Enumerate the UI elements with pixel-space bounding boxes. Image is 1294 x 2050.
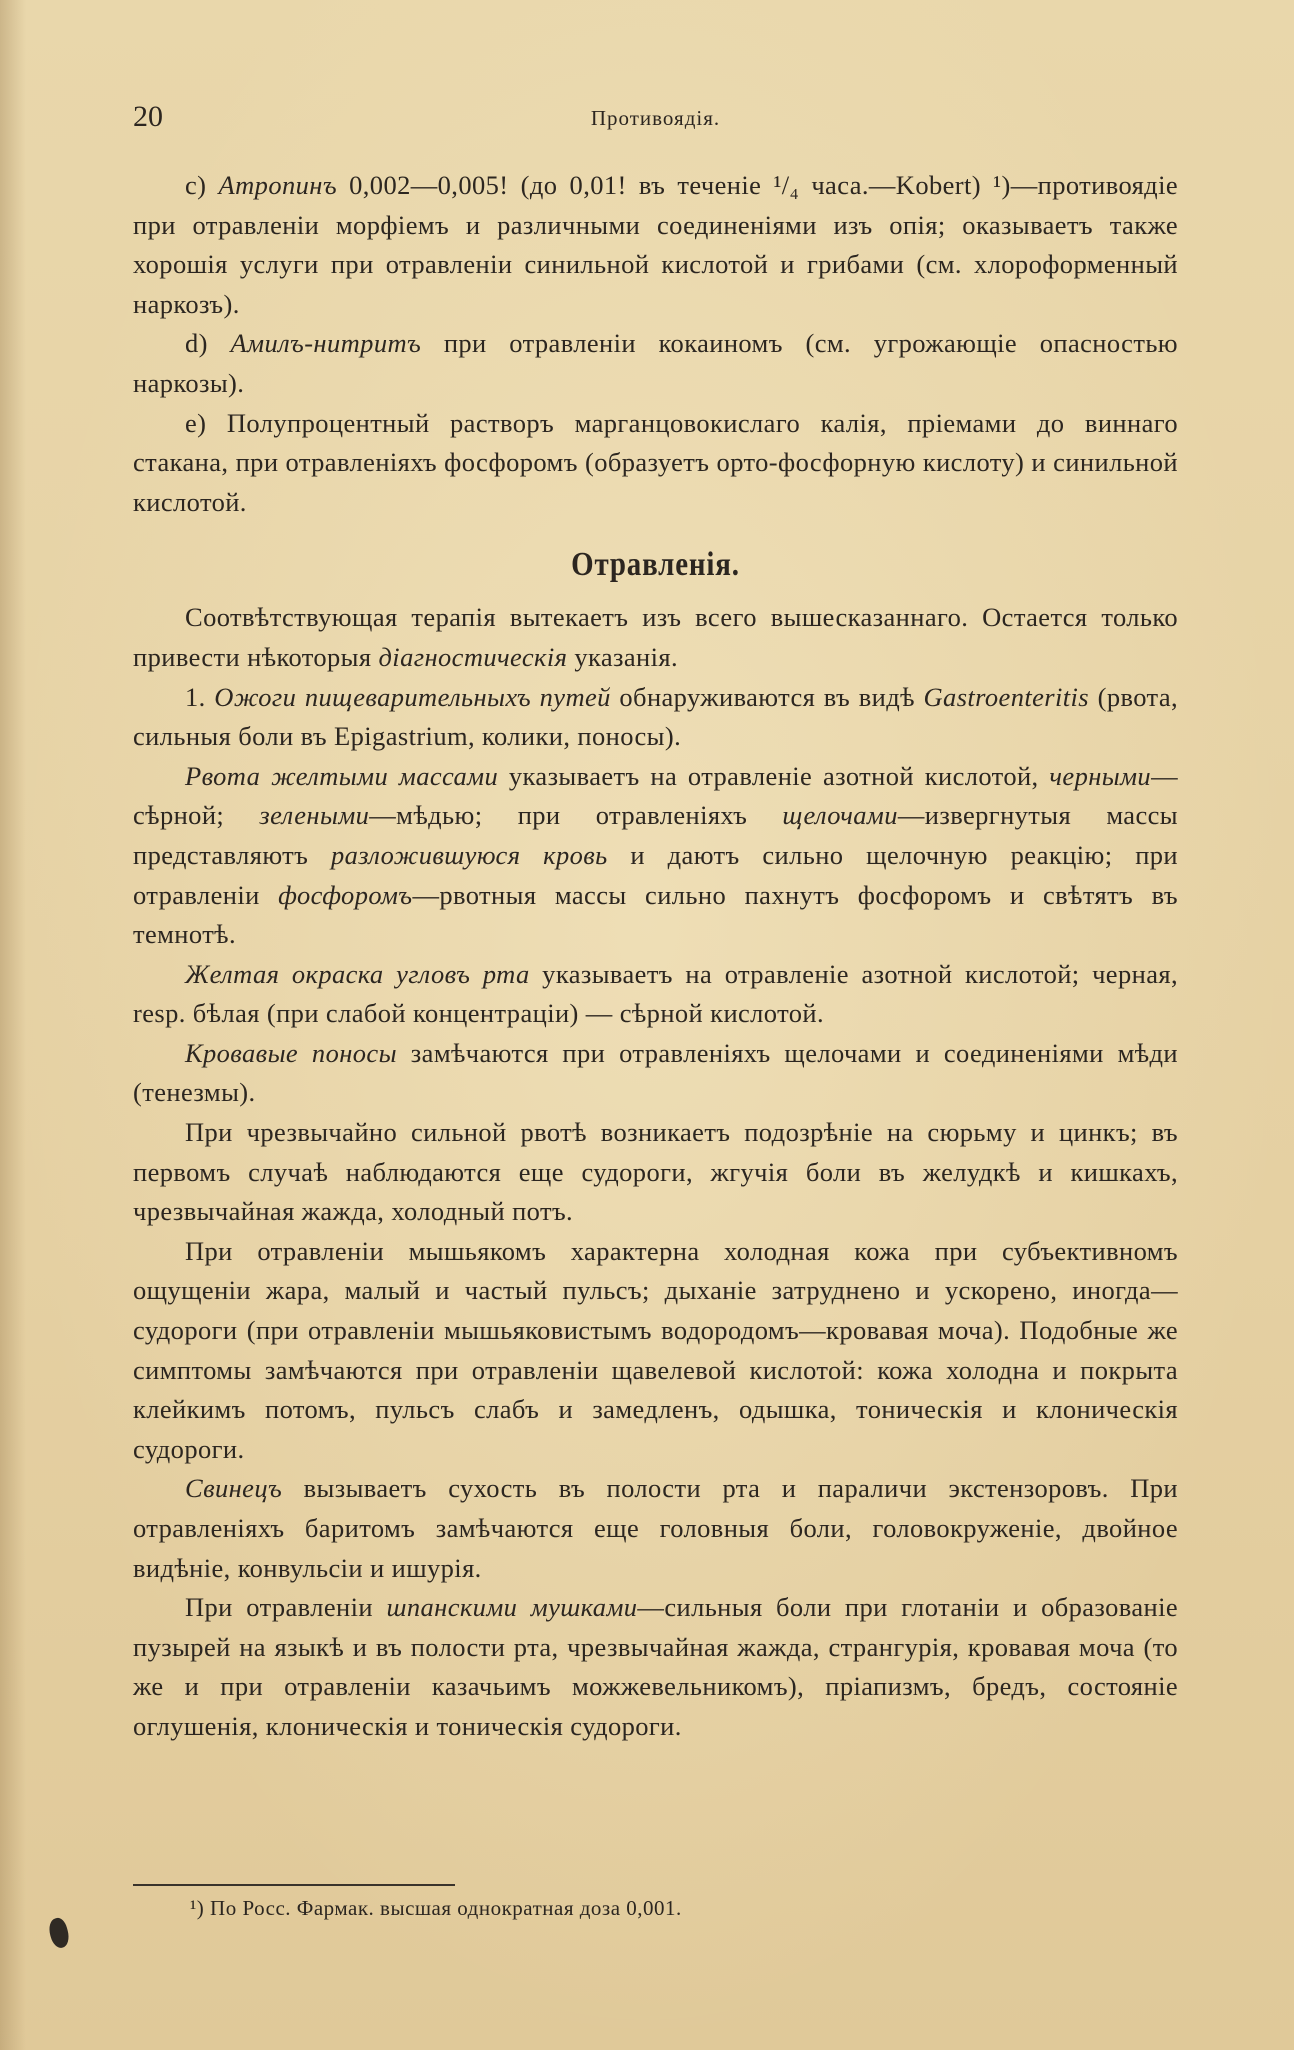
body-text bbox=[133, 166, 1178, 1747]
text-run: —мѣдью; при отравленіяхъ bbox=[369, 800, 783, 831]
page-number: 20 bbox=[133, 100, 163, 133]
paragraph-atropine: c) Атропинъ 0,002—0,005! (до 0,01! въ теченіе ¹/₄ часа.—Kobert) ¹)—противоядіе при отравленіи морфіемъ и различными соединеніями изъ опія; оказываетъ также хорошія услуги при отравленіи синильной кислотой и грибами (см. хлороформенный наркозъ). bbox=[133, 170, 1178, 319]
text-run: обнаруживаются въ видѣ bbox=[610, 681, 924, 712]
paragraph-permanganate: e) Полупроцентный растворъ марганцовокислаго калія, пріемами до виннаго стакана, при отравленіяхъ фосфоромъ (образуетъ орто-фосфорную кислоту) и синильной кислотой. bbox=[133, 407, 1178, 517]
paragraph-amyl-nitrite: d) Амилъ-нитритъ при отравленіи кокаиномъ (см. угрожающіе опасностью наркозы). bbox=[133, 328, 1179, 398]
paragraph bbox=[133, 1469, 1178, 1588]
text-run: 1. bbox=[185, 681, 215, 712]
text-run: —рвотныя массы сильно пахнутъ фосфоромъ и свѣтятъ въ темнотѣ. bbox=[133, 879, 1178, 950]
italic-run: Желтая окраска угловъ рта bbox=[185, 958, 530, 989]
text-run: указанія. bbox=[567, 641, 678, 672]
italic-run: діагностическія bbox=[378, 641, 568, 672]
italic-run: Кровавые поносы bbox=[185, 1037, 397, 1068]
text-run: указываетъ на отравленіе азотной кислотой, bbox=[498, 760, 1050, 791]
text-run: замѣчаются при отравленіяхъ щелочами и соединеніями мѣди (тенезмы). bbox=[133, 1037, 1178, 1108]
italic-run: зелеными bbox=[259, 800, 370, 831]
text-run: —сильныя боли при глотаніи и образованіе пузырей на языкѣ и въ полости рта, чрезвычайная жажда, странгурія, кровавая моча (то же и при отравленіи казачьимъ можжевельникомъ), пріапизмъ, бредъ, состояніе оглушенія, клоническія и тоническія судороги. bbox=[133, 1592, 1179, 1741]
text-run: вызываетъ сухость въ полости рта и параличи экстензоровъ. При отравленіяхъ баритомъ замѣчаются еще головныя боли, головокруженіе, двойное видѣніе, конвульсіи и ишурія. bbox=[133, 1473, 1178, 1583]
italic-run: шпанскими мушками bbox=[386, 1592, 638, 1623]
page-edge-shadow bbox=[0, 0, 26, 2050]
italic-run: Ожоги пищеварительныхъ путей bbox=[214, 681, 611, 712]
paragraph bbox=[133, 678, 1178, 757]
paragraph bbox=[133, 1232, 1178, 1470]
italic-run: щелочами bbox=[782, 800, 898, 831]
paragraph bbox=[133, 598, 1178, 677]
italic-run: Gastroenteritis bbox=[923, 681, 1090, 712]
paragraph bbox=[133, 1113, 1178, 1232]
text-run: (рвота, сильныя боли въ Epigastrium, колики, поносы). bbox=[133, 681, 1179, 752]
section-title: Отравленія. bbox=[571, 546, 740, 584]
paragraph bbox=[133, 1034, 1178, 1113]
italic-run: Рвота желтыми массами bbox=[185, 760, 499, 791]
running-title: Противоядія. bbox=[590, 106, 721, 130]
text-run: При отравленіи bbox=[185, 1592, 387, 1623]
text-run: Соотвѣтствующая терапія вытекаетъ изъ всего вышесказаннаго. Остается только привести нѣкоторыя bbox=[133, 602, 1178, 672]
poisoning-paragraphs bbox=[133, 598, 1178, 1746]
page-header bbox=[133, 100, 1178, 140]
text-run: и даютъ сильно щелочную реакцію; при отравленіи bbox=[133, 839, 1179, 910]
footnote: ¹) По Росс. Фармак. высшая однократная доза 0,001. bbox=[190, 1896, 682, 1920]
paragraph bbox=[133, 757, 1178, 955]
paragraph bbox=[133, 1588, 1178, 1746]
italic-run: черными bbox=[1049, 760, 1152, 791]
text-run: —извергнутыя массы представляютъ bbox=[133, 800, 1178, 870]
italic-run: фосфоромъ bbox=[278, 879, 413, 910]
paragraph bbox=[133, 955, 1178, 1034]
italic-run: разложившуюся кровь bbox=[331, 839, 608, 870]
ink-blot bbox=[46, 1916, 71, 1950]
footnote-rule bbox=[133, 1884, 455, 1886]
text-run: —сѣрной; bbox=[133, 760, 1178, 831]
text-run: указываетъ на отравленіе азотной кислотой; черная, resp. бѣлая (при слабой концентраціи) — сѣрной кислотой. bbox=[133, 958, 1178, 1029]
text-run: При чрезвычайно сильной рвотѣ возникаетъ подозрѣніе на сюрьму и цинкъ; въ первомъ случаѣ наблюдаются еще судороги, жгучія боли въ желудкѣ и кишкахъ, чрезвычайная жажда, холодный потъ. bbox=[133, 1117, 1178, 1227]
text-run: При отравленіи мышьякомъ характерна холодная кожа при субъективномъ ощущеніи жара, малый и частый пульсъ; дыханіе затруднено и ускорено, иногда—судороги (при отравленіи мышьяковистымъ водородомъ—кровавая моча). Подобные же симптомы замѣчаются при отравленіи щавелевой кислотой: кожа холодна и покрыта клейкимъ потомъ, пульсъ слабъ и замедленъ, одышка, тоническія и клоническія судороги. bbox=[133, 1235, 1178, 1464]
italic-run: Свинецъ bbox=[185, 1473, 283, 1504]
